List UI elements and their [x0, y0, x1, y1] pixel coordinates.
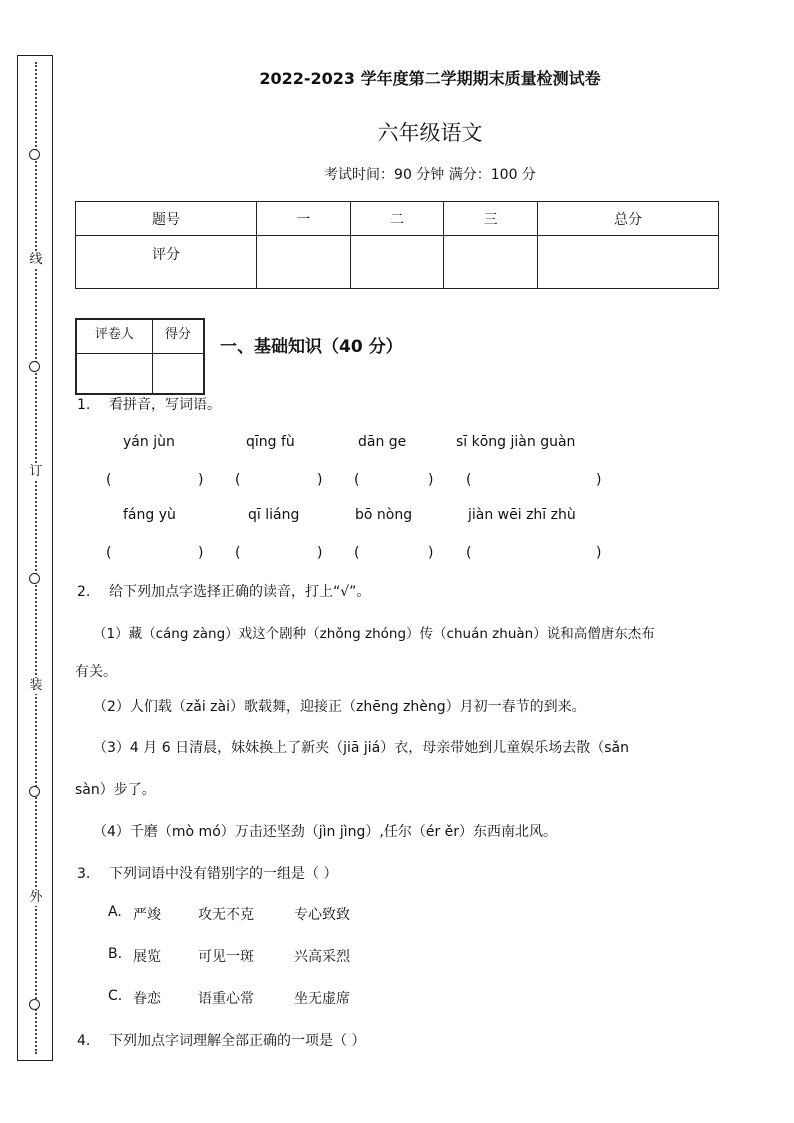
- option-word: 可见一斑: [198, 949, 254, 965]
- question-prompt: 给下列加点字选择正确的读音，打上“√”。: [109, 584, 371, 600]
- option-label: B.: [108, 946, 123, 962]
- option-word: 攻无不克: [198, 907, 254, 923]
- answer-blank-open: (: [106, 545, 112, 561]
- score-header-cell: 三: [444, 202, 538, 236]
- answer-blank-open: (: [354, 472, 360, 488]
- q2-item-1-cont: 有关。: [75, 664, 117, 680]
- pinyin: fáng yù: [123, 507, 176, 523]
- margin-label-assemble: 装: [26, 678, 46, 694]
- circle-mark: [29, 573, 40, 584]
- question-number: 1.: [77, 397, 91, 413]
- answer-blank-open: (: [354, 545, 360, 561]
- points-label: 得分: [152, 319, 204, 354]
- exam-info: 考试时间：90 分钟 满分：100 分: [324, 167, 536, 183]
- points-cell: [152, 354, 204, 395]
- question-number: 3.: [77, 866, 91, 882]
- question-3: [77, 863, 337, 883]
- score-cell: [444, 236, 538, 289]
- option-word: 展览: [133, 949, 161, 965]
- margin-label-outer: 外: [26, 890, 46, 906]
- option-word: 严竣: [133, 907, 161, 923]
- option-word: 专心致致: [294, 907, 350, 923]
- question-number: 2.: [77, 584, 91, 600]
- grade-subject-title: 六年级语文: [377, 121, 483, 145]
- margin-label-line: 线: [26, 252, 46, 268]
- pinyin: sī kōng jiàn guàn: [456, 434, 576, 450]
- answer-blank-close: ): [596, 472, 602, 488]
- score-row-label: 评分: [76, 236, 257, 289]
- score-header-cell: 题号: [76, 202, 257, 236]
- score-header-cell: 一: [257, 202, 351, 236]
- circle-mark: [29, 149, 40, 160]
- question-prompt: 看拼音，写词语。: [109, 397, 221, 413]
- answer-blank-close: ): [317, 472, 323, 488]
- pinyin: dān ge: [358, 434, 407, 450]
- q2-item-1: （1）藏（cáng zàng）戏这个剧种（zhǒng zhóng）传（chuán zhuàn）说和高僧唐东杰布: [93, 626, 655, 642]
- question-1: [77, 394, 221, 414]
- question-4: [77, 1030, 365, 1050]
- answer-blank-open: (: [466, 472, 472, 488]
- score-cell: [350, 236, 444, 289]
- answer-blank-open: (: [235, 472, 241, 488]
- option-word: 兴高采烈: [294, 949, 350, 965]
- binding-margin-strip: [17, 55, 53, 1061]
- margin-label-bind: 订: [26, 464, 46, 480]
- pinyin: qīng fù: [246, 434, 295, 450]
- option-word: 语重心常: [198, 991, 254, 1007]
- question-prompt: 下列加点字词理解全部正确的一项是（ ）: [109, 1033, 366, 1049]
- answer-blank-close: ): [596, 545, 602, 561]
- score-table: [75, 201, 719, 289]
- answer-blank-close: ): [198, 472, 204, 488]
- score-header-cell: 二: [350, 202, 444, 236]
- answer-blank-close: ): [317, 545, 323, 561]
- grader-label: 评卷人: [76, 319, 152, 354]
- option-word: 眷恋: [133, 991, 161, 1007]
- pinyin: jiàn wēi zhī zhù: [468, 507, 576, 523]
- q2-item-3: （3）4 月 6 日清晨，妹妹换上了新夹（jiā jiá）衣，母亲带她到儿童娱乐场去散（sǎn: [93, 740, 629, 756]
- q2-item-2: （2）人们载（zǎi zài）歌载舞，迎接正（zhēng zhèng）月初一春节的到来。: [93, 699, 586, 715]
- option-label: C.: [108, 988, 123, 1004]
- answer-blank-close: ): [428, 545, 434, 561]
- q2-item-3-cont: sàn）步了。: [75, 782, 156, 798]
- answer-blank-open: (: [106, 472, 112, 488]
- option-label: A.: [108, 904, 122, 920]
- pinyin: yán jùn: [123, 434, 175, 450]
- grader-cell: [76, 354, 152, 395]
- pinyin: bō nòng: [355, 507, 413, 523]
- circle-mark: [29, 999, 40, 1010]
- score-header-cell: 总分: [537, 202, 718, 236]
- question-number: 4.: [77, 1033, 91, 1049]
- answer-blank-close: ): [428, 472, 434, 488]
- circle-mark: [29, 786, 40, 797]
- answer-blank-open: (: [235, 545, 241, 561]
- q2-item-4: （4）千磨（mò mó）万击还坚劲（jìn jìng）,任尔（ér ěr）东西南北风。: [93, 824, 558, 840]
- question-2: [77, 581, 370, 601]
- answer-blank-close: ): [198, 545, 204, 561]
- answer-blank-open: (: [466, 545, 472, 561]
- option-word: 坐无虚席: [294, 991, 350, 1007]
- score-cell: [257, 236, 351, 289]
- grader-box: [75, 318, 205, 395]
- exam-title: 2022-2023 学年度第二学期期末质量检测试卷: [259, 69, 601, 88]
- pinyin: qī liáng: [248, 507, 300, 523]
- circle-mark: [29, 361, 40, 372]
- question-prompt: 下列词语中没有错别字的一组是（ ）: [109, 866, 338, 882]
- score-cell: [537, 236, 718, 289]
- section-title: 一、基础知识（40 分）: [220, 337, 403, 357]
